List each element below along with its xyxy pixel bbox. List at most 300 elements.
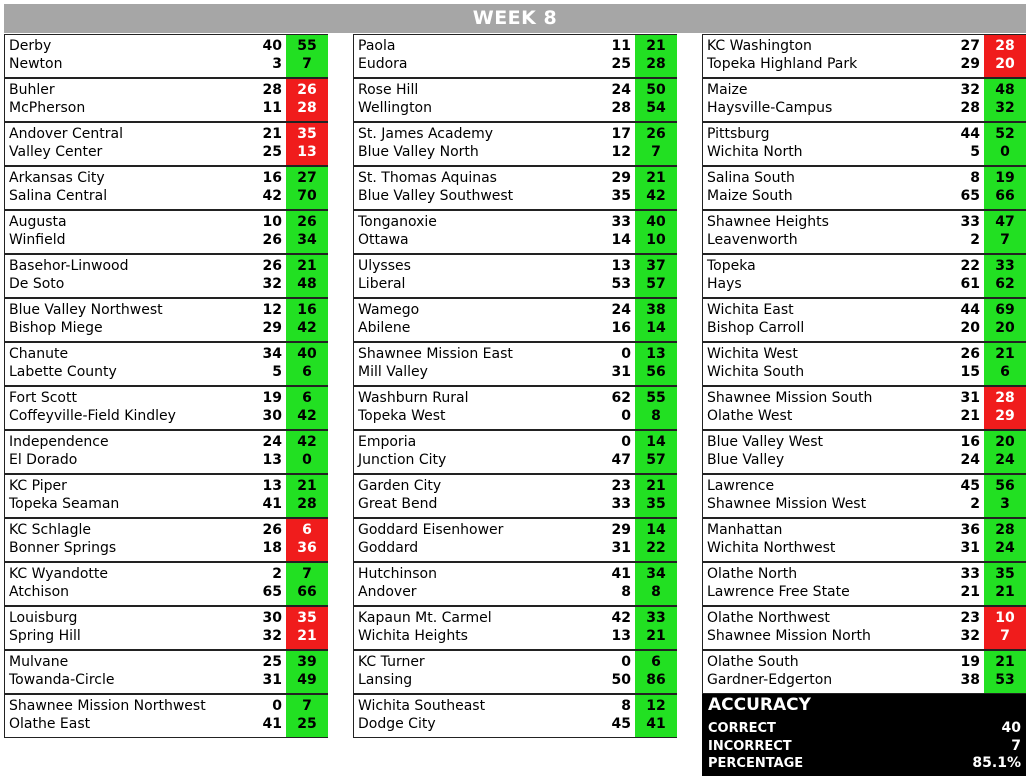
team-row [354,716,676,734]
actual-score: 56 [995,478,1015,494]
team-row [703,478,1025,496]
team-name: Louisburg [9,610,78,626]
actual-score: 39 [297,654,317,670]
team-name: Chanute [9,346,69,362]
game-row [353,210,677,254]
team-row [5,144,327,162]
team-row [354,584,676,602]
predicted-score: 15 [960,364,980,380]
team-name: Wichita East [707,302,794,318]
predicted-score: 5 [970,144,980,160]
game-row [702,606,1026,650]
actual-score: 0 [302,452,312,468]
actual-score-incorrect [286,79,328,121]
team-row [5,478,327,496]
actual-score: 66 [297,584,317,600]
actual-score: 22 [646,540,666,556]
actual-score-correct [635,431,677,473]
actual-score-correct [635,211,677,253]
team-row [703,434,1025,452]
predicted-score: 26 [262,522,282,538]
actual-score-correct [984,255,1026,297]
predicted-score: 41 [262,716,282,732]
team-row [703,56,1025,74]
actual-score-correct [635,79,677,121]
team-name: Haysville-Campus [707,100,833,116]
predicted-score: 31 [960,390,980,406]
team-row [5,390,327,408]
team-name: KC Wyandotte [9,566,109,582]
team-row [354,522,676,540]
team-name: Shawnee Mission North [707,628,871,644]
team-name: Towanda-Circle [9,672,115,688]
team-name: Olathe South [707,654,799,670]
game-row [353,254,677,298]
actual-score: 53 [995,672,1015,688]
team-name: Shawnee Mission West [707,496,867,512]
team-row [354,100,676,118]
actual-score: 7 [651,144,661,160]
actual-score: 13 [297,144,317,160]
predicted-score: 24 [611,302,631,318]
actual-score-correct [286,255,328,297]
game-row [353,122,677,166]
team-name: KC Piper [9,478,67,494]
game-row [702,122,1026,166]
predicted-score: 14 [611,232,631,248]
team-row [703,522,1025,540]
predicted-score: 28 [611,100,631,116]
actual-score: 70 [297,188,317,204]
actual-score: 56 [646,364,666,380]
predicted-score: 36 [960,522,980,538]
team-name: Atchison [9,584,70,600]
game-row [4,122,328,166]
team-row [703,126,1025,144]
predicted-score: 31 [611,540,631,556]
actual-score-correct [635,475,677,517]
predicted-score: 21 [960,408,980,424]
predicted-score: 19 [960,654,980,670]
actual-score: 35 [297,610,317,626]
team-row [5,170,327,188]
predicted-score: 8 [621,584,631,600]
actual-score: 42 [297,408,317,424]
actual-score: 21 [297,628,317,644]
team-row [354,478,676,496]
predicted-score: 16 [262,170,282,186]
actual-score-correct [984,79,1026,121]
predicted-score: 38 [960,672,980,688]
team-row [703,258,1025,276]
predicted-score: 13 [611,628,631,644]
team-row [703,232,1025,250]
team-name: Blue Valley [707,452,785,468]
team-name: Andover [358,584,417,600]
game-row [353,298,677,342]
actual-score-correct [984,431,1026,473]
predicted-score: 0 [621,434,631,450]
predicted-score: 26 [262,258,282,274]
actual-score: 33 [646,610,666,626]
team-row [354,232,676,250]
predicted-score: 2 [272,566,282,582]
predicted-score: 8 [621,698,631,714]
predicted-score: 42 [262,188,282,204]
actual-score: 14 [646,522,666,538]
team-name: Dodge City [358,716,436,732]
team-name: De Soto [9,276,65,292]
team-name: Olathe North [707,566,798,582]
predicted-score: 8 [970,170,980,186]
team-row [5,38,327,56]
actual-score: 54 [646,100,666,116]
team-name: Salina Central [9,188,108,204]
team-name: KC Washington [707,38,812,54]
predicted-score: 3 [272,56,282,72]
team-row [354,302,676,320]
actual-score: 28 [995,38,1015,54]
team-name: Goddard Eisenhower [358,522,504,538]
team-row [5,364,327,382]
team-row [703,302,1025,320]
actual-score-correct [286,431,328,473]
actual-score: 40 [297,346,317,362]
team-row [5,716,327,734]
predicted-score: 12 [611,144,631,160]
team-row [354,566,676,584]
predicted-score: 32 [262,628,282,644]
game-row [353,606,677,650]
actual-score: 42 [646,188,666,204]
game-row [4,606,328,650]
game-row [702,518,1026,562]
game-row [4,386,328,430]
game-row [702,34,1026,78]
actual-score: 6 [302,390,312,406]
game-row [4,342,328,386]
game-row [702,650,1026,694]
actual-score: 35 [646,496,666,512]
actual-score: 20 [995,56,1015,72]
team-row [703,38,1025,56]
team-row [5,540,327,558]
team-row [354,144,676,162]
game-row [353,562,677,606]
actual-score-correct [635,607,677,649]
predicted-score: 2 [970,496,980,512]
actual-score-correct [635,35,677,77]
team-row [5,126,327,144]
game-row [702,254,1026,298]
team-row [5,346,327,364]
game-row [4,78,328,122]
team-name: Newton [9,56,63,72]
game-row [702,386,1026,430]
team-row [354,654,676,672]
predicted-score: 29 [960,56,980,72]
team-name: Maize South [707,188,793,204]
predicted-score: 65 [960,188,980,204]
predicted-score: 10 [262,214,282,230]
predicted-score: 31 [611,364,631,380]
actual-score: 21 [646,478,666,494]
team-row [354,346,676,364]
game-row [702,474,1026,518]
team-row [354,214,676,232]
team-name: Independence [9,434,109,450]
predicted-score: 32 [262,276,282,292]
team-name: St. Thomas Aquinas [358,170,497,186]
predicted-score: 30 [262,610,282,626]
actual-score: 21 [646,628,666,644]
game-row [4,518,328,562]
team-name: Labette County [9,364,117,380]
team-row [5,408,327,426]
actual-score: 14 [646,434,666,450]
predicted-score: 32 [960,82,980,98]
predicted-score: 29 [611,522,631,538]
incorrect-label: INCORRECT [708,739,792,754]
team-name: Wichita South [707,364,805,380]
team-name: Wichita Southeast [358,698,486,714]
predicted-score: 25 [611,56,631,72]
actual-score: 28 [297,496,317,512]
predicted-score: 13 [611,258,631,274]
actual-score: 27 [297,170,317,186]
actual-score: 50 [646,82,666,98]
actual-score: 26 [646,126,666,142]
actual-score-correct [635,167,677,209]
game-row [702,210,1026,254]
team-name: Hutchinson [358,566,437,582]
actual-score-correct [286,563,328,605]
team-row [703,214,1025,232]
game-row [4,430,328,474]
team-name: Liberal [358,276,406,292]
actual-score: 69 [995,302,1015,318]
actual-score-correct [286,475,328,517]
team-row [354,698,676,716]
predicted-score: 53 [611,276,631,292]
actual-score: 8 [651,584,661,600]
actual-score: 7 [302,56,312,72]
predicted-score: 21 [262,126,282,142]
team-name: Bishop Miege [9,320,103,336]
actual-score: 66 [995,188,1015,204]
team-name: Wichita Northwest [707,540,836,556]
actual-score: 7 [1000,232,1010,248]
predicted-score: 41 [262,496,282,512]
team-name: Leavenworth [707,232,798,248]
predicted-score: 5 [272,364,282,380]
team-row [703,610,1025,628]
team-name: Hays [707,276,742,292]
actual-score-correct [984,123,1026,165]
game-row [353,166,677,210]
actual-score: 21 [646,38,666,54]
predicted-score: 24 [611,82,631,98]
team-name: Blue Valley Southwest [358,188,514,204]
actual-score: 10 [995,610,1015,626]
game-row [4,474,328,518]
team-row [5,258,327,276]
team-name: Garden City [358,478,442,494]
actual-score-correct [984,563,1026,605]
game-row [702,298,1026,342]
predicted-score: 11 [262,100,282,116]
predicted-score: 16 [611,320,631,336]
team-row [5,302,327,320]
actual-score-incorrect [286,519,328,561]
actual-score-incorrect [984,35,1026,77]
team-name: Olathe East [9,716,91,732]
actual-score: 40 [646,214,666,230]
team-name: Tonganoxie [358,214,437,230]
predicted-score: 20 [960,320,980,336]
team-name: Goddard [358,540,419,556]
game-row [353,474,677,518]
predicted-score: 28 [262,82,282,98]
team-row [5,82,327,100]
actual-score: 8 [651,408,661,424]
predicted-score: 25 [262,144,282,160]
actual-score: 32 [995,100,1015,116]
team-name: Spring Hill [9,628,81,644]
actual-score: 28 [646,56,666,72]
team-name: Wichita Heights [358,628,468,644]
predicted-score: 26 [960,346,980,362]
actual-score: 42 [297,434,317,450]
game-row [353,78,677,122]
actual-score: 21 [995,584,1015,600]
actual-score: 86 [646,672,666,688]
percentage-label: PERCENTAGE [708,756,804,771]
game-row [4,650,328,694]
team-row [703,390,1025,408]
actual-score: 52 [995,126,1015,142]
game-row [4,298,328,342]
team-row [703,82,1025,100]
team-name: Shawnee Mission East [358,346,513,362]
predicted-score: 26 [262,232,282,248]
actual-score-correct [635,255,677,297]
team-row [354,258,676,276]
team-row [5,100,327,118]
predicted-score: 13 [262,478,282,494]
team-name: McPherson [9,100,86,116]
team-row [703,408,1025,426]
team-name: Coffeyville-Field Kindley [9,408,176,424]
actual-score-correct [635,299,677,341]
predicted-score: 0 [621,408,631,424]
team-row [5,628,327,646]
actual-score-correct [286,651,328,693]
team-row [5,188,327,206]
team-name: Shawnee Heights [707,214,829,230]
predicted-score: 24 [262,434,282,450]
actual-score-correct [286,343,328,385]
team-name: Lawrence [707,478,775,494]
incorrect-count: 7 [1011,738,1021,754]
predicted-score: 41 [611,566,631,582]
team-row [354,408,676,426]
team-row [5,496,327,514]
team-row [703,144,1025,162]
team-name: Valley Center [9,144,103,160]
game-row [353,430,677,474]
team-name: Basehor-Linwood [9,258,129,274]
team-name: Mulvane [9,654,69,670]
predicted-score: 47 [611,452,631,468]
actual-score-incorrect [286,123,328,165]
team-row [703,346,1025,364]
game-row [702,166,1026,210]
team-row [703,672,1025,690]
team-row [703,320,1025,338]
predicted-score: 17 [611,126,631,142]
actual-score: 13 [646,346,666,362]
team-row [5,610,327,628]
team-name: KC Schlagle [9,522,91,538]
predicted-score: 40 [262,38,282,54]
actual-score: 21 [995,346,1015,362]
team-row [703,496,1025,514]
predicted-score: 27 [960,38,980,54]
team-row [354,496,676,514]
team-name: Kapaun Mt. Carmel [358,610,492,626]
correct-count: 40 [1001,720,1021,736]
team-name: Topeka Highland Park [707,56,858,72]
team-row [703,100,1025,118]
team-name: Bonner Springs [9,540,117,556]
actual-score-correct [984,211,1026,253]
team-row [5,56,327,74]
team-row [354,628,676,646]
team-row [354,320,676,338]
game-row [353,386,677,430]
team-name: El Dorado [9,452,78,468]
actual-score: 20 [995,434,1015,450]
team-name: Shawnee Mission Northwest [9,698,206,714]
actual-score: 35 [995,566,1015,582]
team-name: Wichita North [707,144,803,160]
actual-score: 10 [646,232,666,248]
actual-score: 21 [995,654,1015,670]
predicted-score: 42 [611,610,631,626]
team-name: Washburn Rural [358,390,469,406]
predicted-score: 18 [262,540,282,556]
team-name: Blue Valley North [358,144,479,160]
actual-score-correct [984,343,1026,385]
actual-score: 35 [297,126,317,142]
team-row [5,276,327,294]
actual-score: 28 [995,522,1015,538]
team-row [703,584,1025,602]
team-name: Derby [9,38,52,54]
actual-score: 24 [995,452,1015,468]
actual-score: 42 [297,320,317,336]
actual-score: 41 [646,716,666,732]
actual-score: 57 [646,276,666,292]
actual-score-correct [635,563,677,605]
actual-score: 6 [302,364,312,380]
predicted-score: 29 [262,320,282,336]
accuracy-panel [702,694,1026,776]
actual-score: 48 [297,276,317,292]
actual-score: 38 [646,302,666,318]
predicted-score: 33 [960,566,980,582]
